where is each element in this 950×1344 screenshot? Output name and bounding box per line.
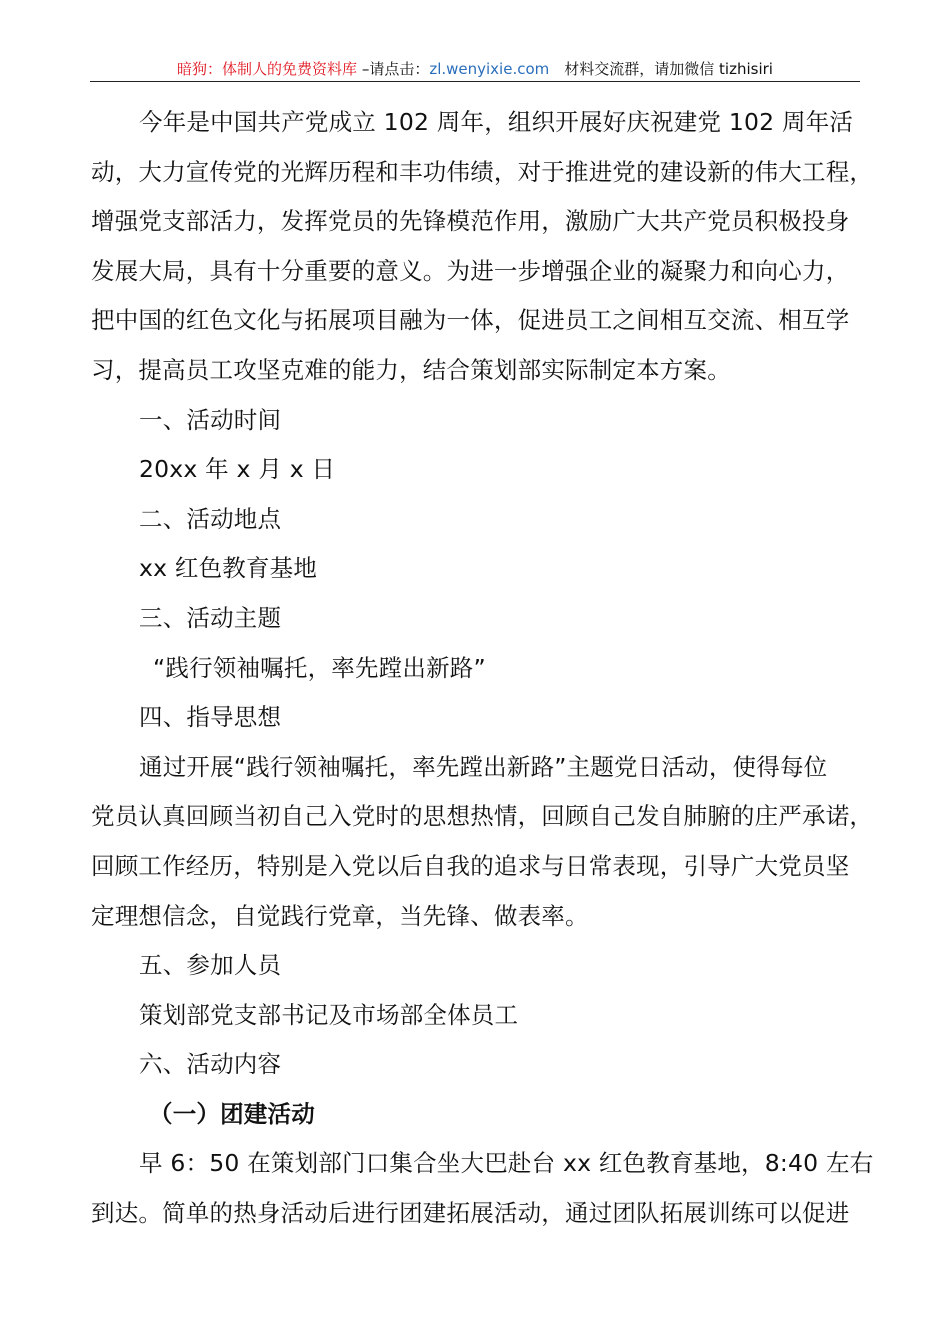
header-prompt: –请点击： xyxy=(357,60,430,78)
text-line: 五、参加人员 xyxy=(139,951,282,980)
text-line: 一、活动时间 xyxy=(139,405,282,434)
text-line: 策划部党支部书记及市场部全体员工 xyxy=(139,1000,519,1029)
text-line: xx 红色教育基地 xyxy=(139,554,318,583)
text-line: 定理想信念，自觉践行党章，当先锋、做表率。 xyxy=(91,901,589,930)
text-line: 今年是中国共产党成立 102 周年，组织开展好庆祝建党 102 周年活 xyxy=(139,108,854,136)
text-line: 二、活动地点 xyxy=(139,504,282,533)
header-link[interactable]: zl.wenyixie.com xyxy=(429,60,550,78)
text-line: 到达。简单的热身活动后进行团建拓展活动，通过团队拓展训练可以促进 xyxy=(91,1199,850,1228)
text-line: “践行领袖嘱托，率先蹚出新路” xyxy=(153,653,486,682)
header-brand: 暗狗：体制人的免费资料库 xyxy=(177,60,358,78)
text-line: 20xx 年 x 月 x 日 xyxy=(139,455,336,484)
text-line: 增强党支部活力，发挥党员的先锋模范作用，激励广大共产党员积极投身 xyxy=(91,207,850,236)
text-line: 发展大局，具有十分重要的意义。为进一步增强企业的凝聚力和向心力， xyxy=(91,256,850,285)
text-line: 习，提高员工攻坚克难的能力，结合策划部实际制定本方案。 xyxy=(91,355,731,384)
text-line: 把中国的红色文化与拓展项目融为一体，促进员工之间相互交流、相互学 xyxy=(91,306,850,335)
text-line: 六、活动内容 xyxy=(139,1050,282,1079)
text-line: 通过开展“践行领袖嘱托，率先蹚出新路”主题党日活动，使得每位 xyxy=(139,752,828,781)
text-line: 党员认真回顾当初自己入党时的思想热情，回顾自己发自肺腑的庄严承诺， xyxy=(91,802,874,831)
text-line: 动，大力宣传党的光辉历程和丰功伟绩，对于推进党的建设新的伟大工程， xyxy=(91,157,874,186)
page-header xyxy=(90,58,860,79)
text-line: 回顾工作经历，特别是入党以后自我的追求与日常表现，引导广大党员坚 xyxy=(91,851,850,880)
section-subheading: （一）团建活动 xyxy=(149,1099,315,1128)
text-line: 三、活动主题 xyxy=(139,603,282,632)
header-divider xyxy=(90,81,860,82)
text-line: 四、指导思想 xyxy=(139,703,282,732)
header-suffix: 材料交流群，请加微信 tizhisiri xyxy=(549,60,773,78)
document-body xyxy=(91,102,874,1243)
text-line: 早 6：50 在策划部门口集合坐大巴赴台 xx 红色教育基地，8:40 左右 xyxy=(139,1149,874,1178)
